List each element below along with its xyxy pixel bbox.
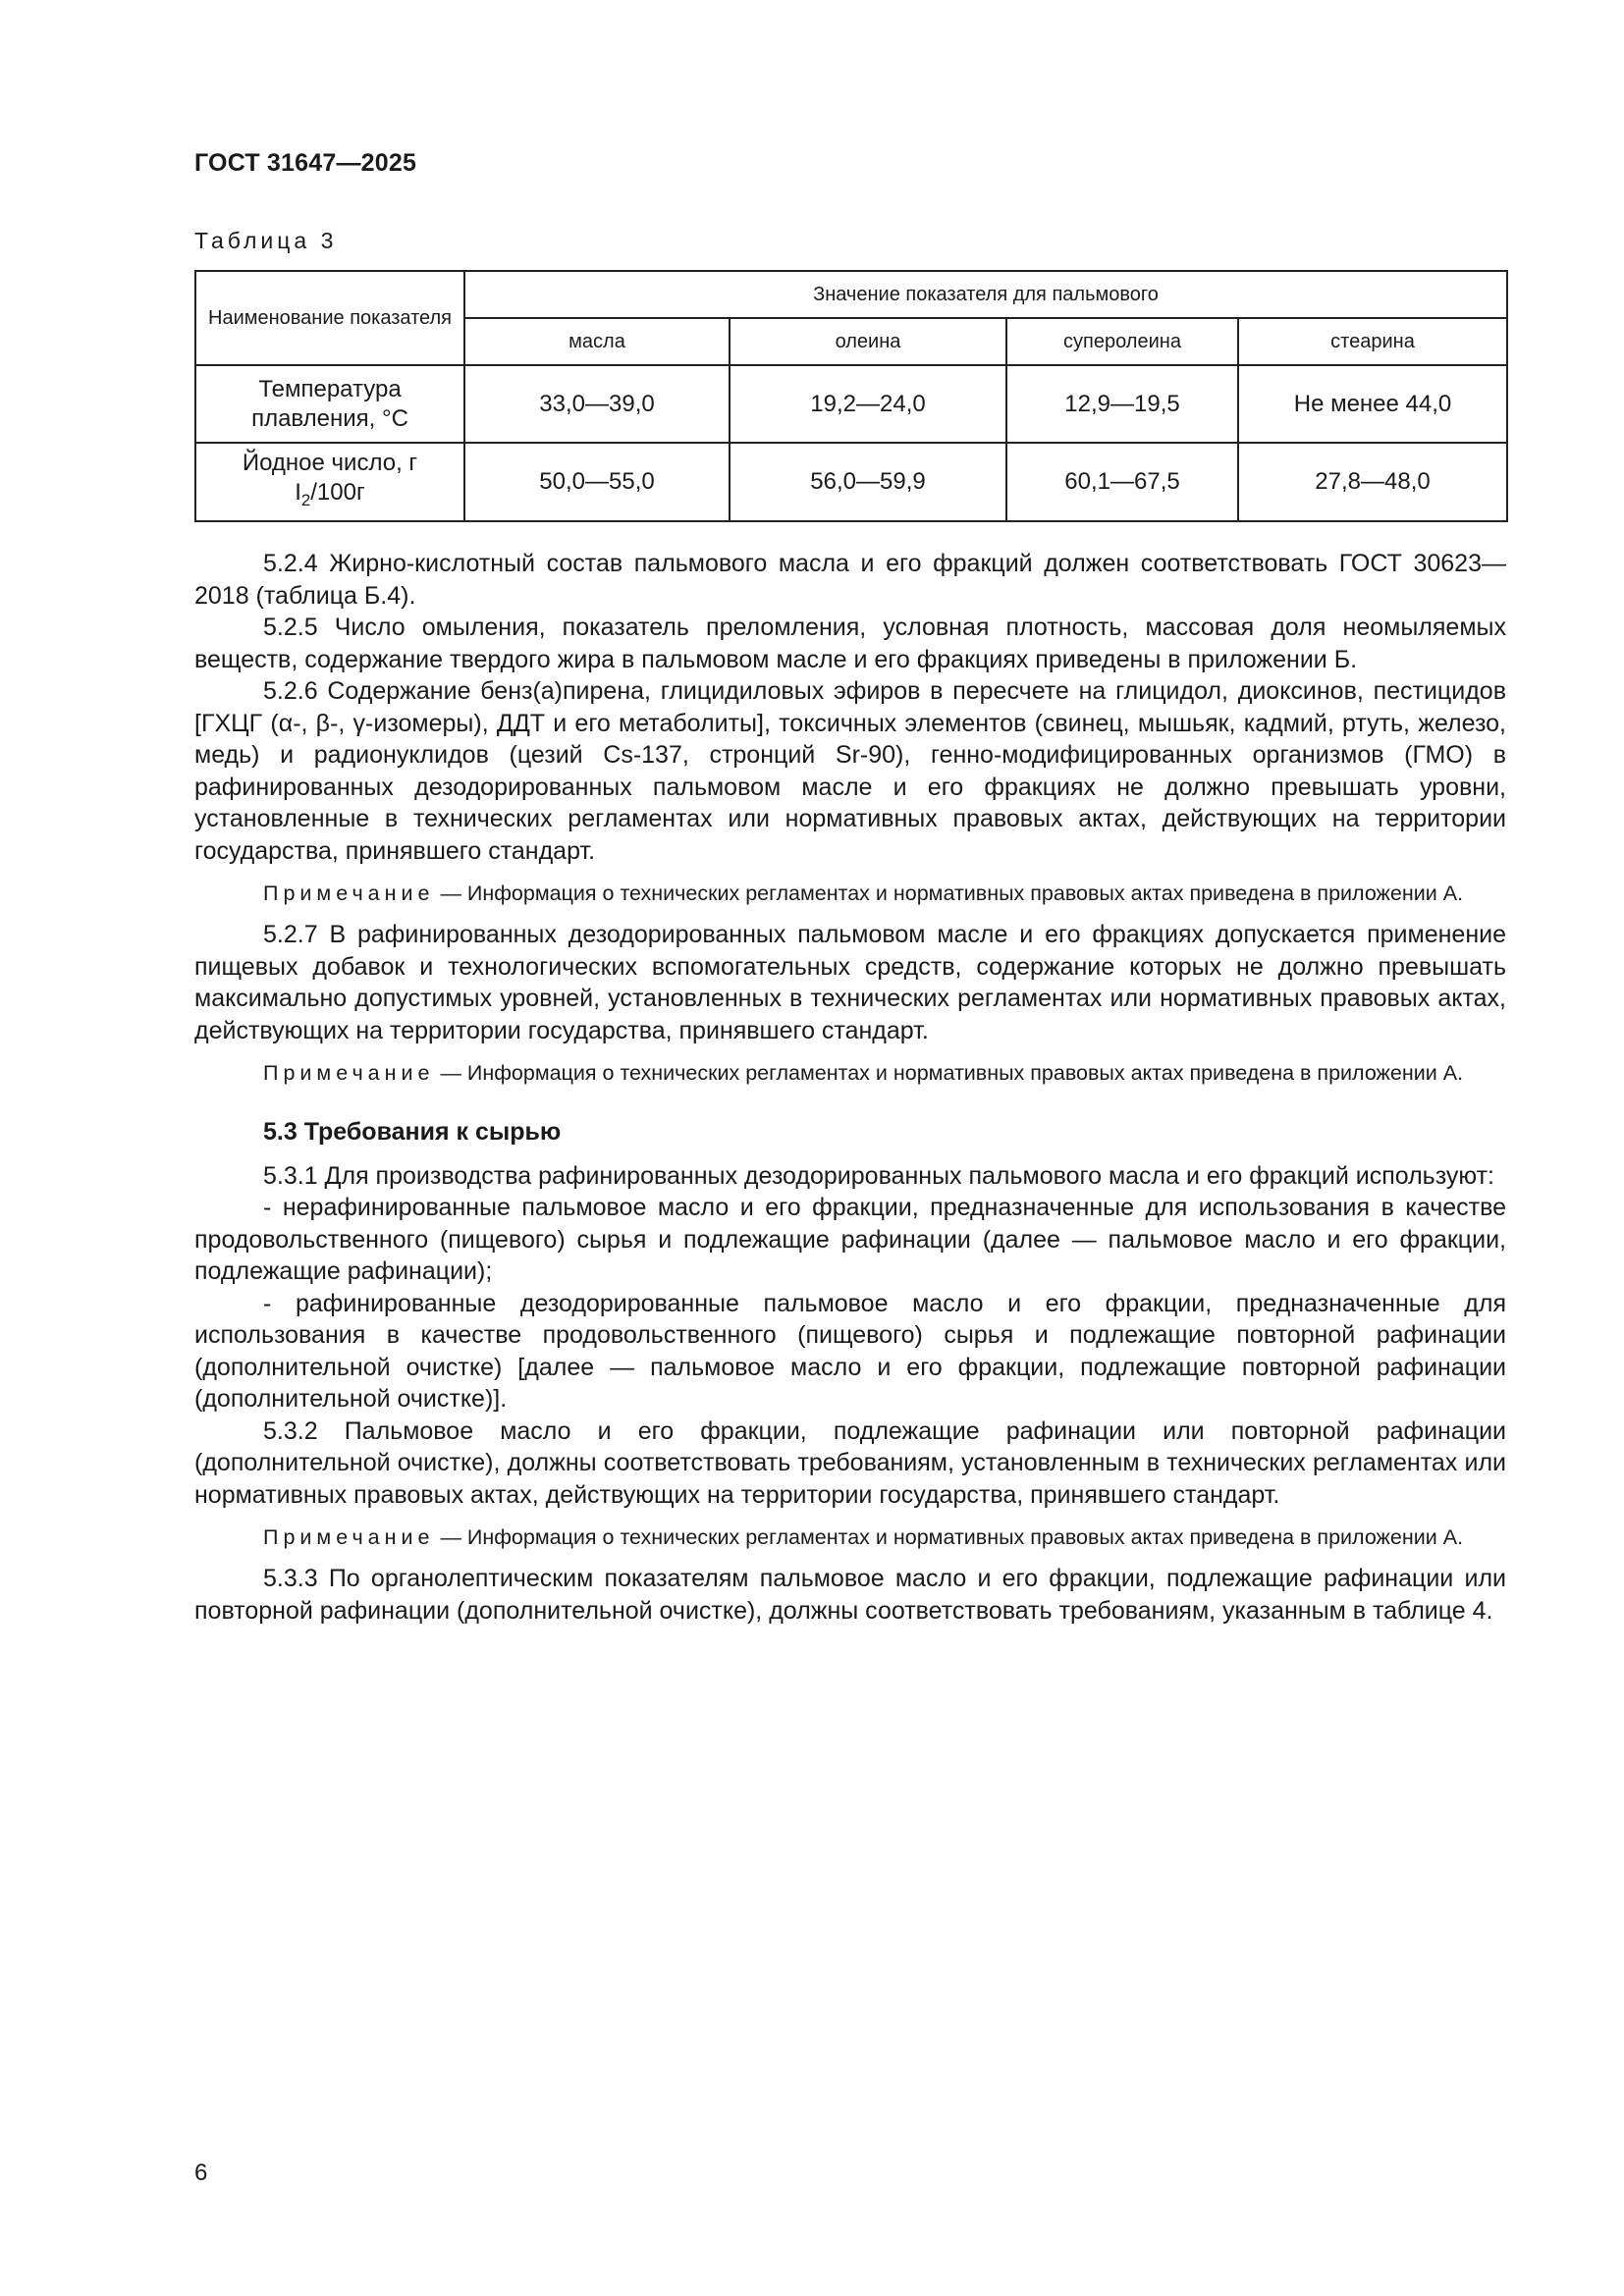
table-cell: Не менее 44,0 [1238,365,1507,443]
header-cell-olein: олеина [730,318,1006,365]
row-label-melting: Температура плавления, °C [195,365,464,443]
header-cell-superolein: суперолеина [1006,318,1238,365]
note: Примечание — Информация о технических регламентах и нормативных правовых актах приведена в приложении А. [263,1525,1464,1549]
list-item: - рафинированные дезодорированные пальмовое масло и его фракции, предназначенные для использования в качестве продовольственного (пищевого) сырья и подлежащие повторной рафинации (дополнительной очистке) [далее — пальмовое масло и его фракции, подлежащие повторной рафинации (дополнительной очистке)]. [194,1289,1506,1413]
table-header-row [195,271,1507,318]
paragraph-5-2-5: 5.2.5 Число омыления, показатель преломления, условная плотность, массовая доля неомыляемых веществ, содержание твердого жира в пальмовом масле и его фракциях приведены в приложении Б. [194,614,1506,673]
table-cell: 50,0—55,0 [464,443,730,521]
data-table [194,270,1508,522]
section-heading: 5.3 Требования к сырью [263,1118,562,1146]
table-cell: 19,2—24,0 [730,365,1006,443]
paragraph-5-3-1: 5.3.1 Для производства рафинированных дезодорированных пальмового масла и его фракций используют: [263,1161,1494,1190]
header-cell-oil: масла [464,318,730,365]
table-row [195,365,1507,443]
paragraph-5-3-2: 5.3.2 Пальмовое масло и его фракции, подлежащие рафинации или повторной рафинации (дополнительной очистке), должны соответствовать требованиям, установленным в технических регламентах или нормативных правовых актах, действующих на территории государства, принявшего стандарт. [194,1416,1506,1509]
body-text [194,548,1506,1627]
table-cell: 33,0—39,0 [464,365,730,443]
page-number: 6 [194,2160,208,2186]
header-cell-name: Наименование показателя [195,271,464,365]
row-label-iodine [195,443,464,521]
row-label-iodine-main: Йодное число, г [242,450,418,477]
table-caption: Таблица 3 [194,228,338,253]
table-cell: 12,9—19,5 [1006,365,1238,443]
note: Примечание — Информация о технических регламентах и нормативных правовых актах приведена в приложении А. [263,881,1464,905]
table-cell: 56,0—59,9 [730,443,1006,521]
table-cell: 27,8—48,0 [1238,443,1507,521]
note: Примечание — Информация о технических регламентах и нормативных правовых актах приведена в приложении А. [263,1061,1464,1085]
paragraph-5-2-7: 5.2.7 В рафинированных дезодорированных пальмовом масле и его фракциях допускается применение пищевых добавок и технологических вспомогательных средств, содержание которых не должно превышать максимально допустимых уровней, установленных в технических регламентах или нормативных правовых актах, действующих на территории государства, принявшего стандарт. [194,921,1506,1044]
table-cell: 60,1—67,5 [1006,443,1238,521]
list-item: - нерафинированные пальмовое масло и его фракции, предназначенные для использования в качестве продовольственного (пищевого) сырья и подлежащие рафинации (далее — пальмовое масло и его фракции, подлежащие рафинации); [194,1194,1506,1285]
paragraph-5-2-6: 5.2.6 Содержание бенз(а)пирена, глицидиловых эфиров в пересчете на глицидол, диоксинов, пестицидов [ГХЦГ (α-, β-, γ-изомеры), ДДТ и его метаболиты], токсичных элементов (свинец, мышьяк, кадмий, ртуть, железо, медь) и радионуклидов (цезий Cs-137, стронций Sr-90), генно-модифицированных организмов (ГМО) в рафинированных дезодорированных пальмовом масле и его фракциях не должно превышать уровни, установленные в технических регламентах или нормативных правовых актах, действующих на территории государства, принявшего стандарт. [194,677,1506,865]
document-id: ГОСТ 31647—2025 [194,149,417,177]
paragraph-5-3-3: 5.3.3 По органолептическим показателям пальмовое масло и его фракции, подлежащие рафинации или повторной рафинации (дополнительной очистке), должны соответствовать требованиям, указанным в таблице 4. [194,1565,1506,1625]
row-label-iodine-unit: $I_2/100г$ [295,479,365,509]
table-row [195,443,1507,521]
header-cell-group: Значение показателя для пальмового [464,271,1507,318]
paragraph-5-2-4: 5.2.4 Жирно-кислотный состав пальмового масла и его фракций должен соответствовать ГОСТ 30623—2018 (таблица Б.4). [194,550,1506,610]
header-cell-stearin: стеарина [1238,318,1507,365]
